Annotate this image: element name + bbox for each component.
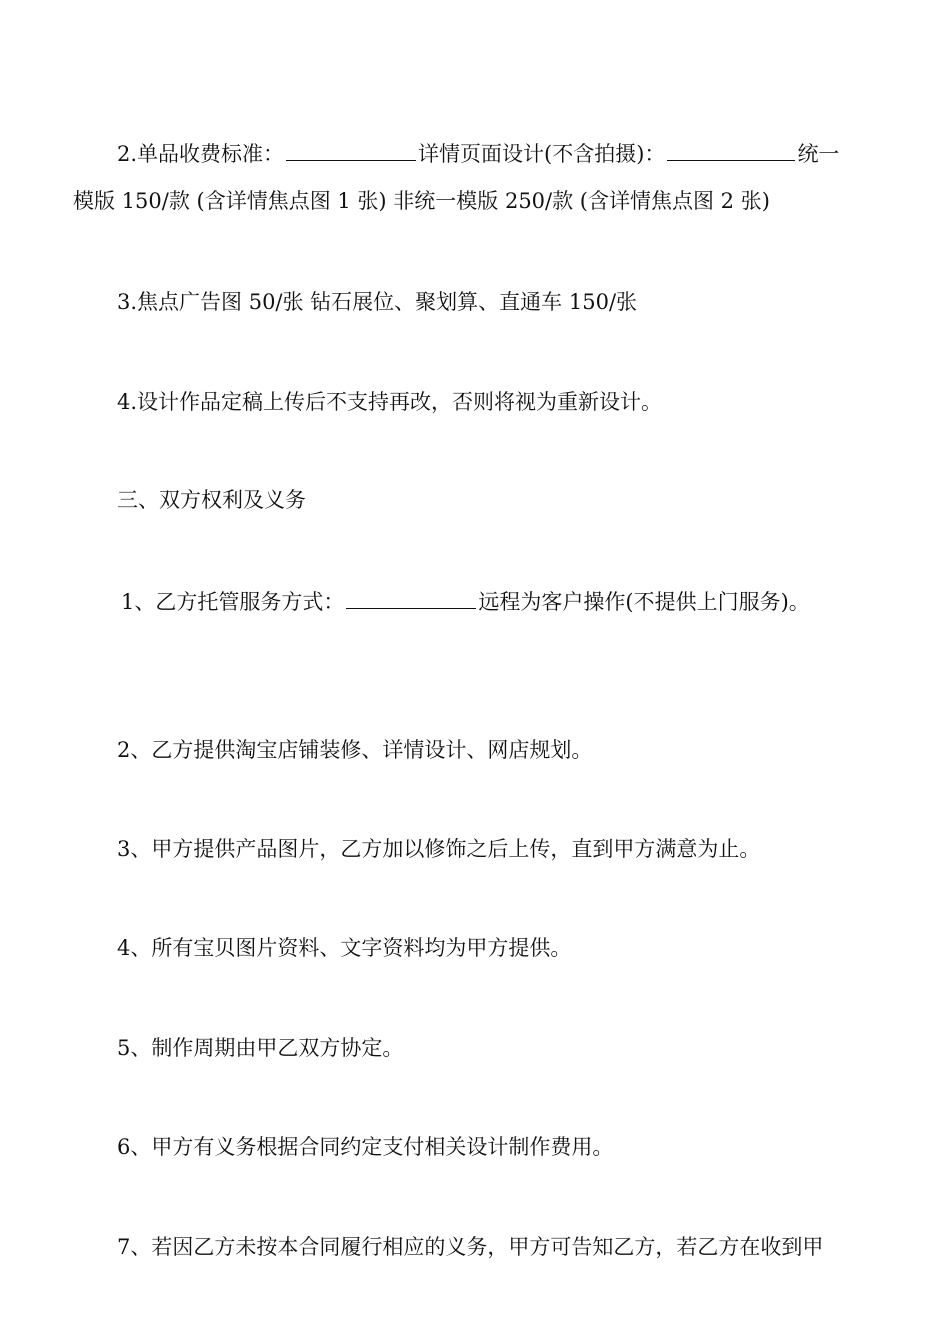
section-heading-rights-obligations: 三、双方权利及义务 [117,488,306,512]
service-method-label: 1、乙方托管服务方式： [121,590,345,614]
clause-6: 6、甲方有义务根据合同约定支付相关设计制作费用。 [117,1135,614,1159]
clause-2: 2、乙方提供淘宝店铺装修、详情设计、网店规划。 [117,738,593,762]
unified-label: 统一 [797,142,840,166]
service-method-paragraph [121,586,810,617]
detail-page-design-blank[interactable] [667,138,795,161]
fee-standard-blank[interactable] [286,138,416,161]
clause-5: 5、制作周期由甲乙双方协定。 [117,1036,404,1060]
focus-ad-paragraph: 3.焦点广告图 50/张 钻石展位、聚划算、直通车 150/张 [117,290,638,314]
no-revision-paragraph: 4.设计作品定稿上传后不支持再改，否则将视为重新设计。 [117,390,663,414]
clause-7: 7、若因乙方未按本合同履行相应的义务，甲方可告知乙方，若乙方在收到甲 [117,1235,824,1259]
fee-standard-line-1 [117,138,839,169]
fee-standard-line-2: 模版 150/款 (含详情焦点图 1 张) 非统一模版 250/款 (含详情焦点图 2 张) [73,189,770,213]
detail-page-design-label: 详情页面设计(不含拍摄)： [418,142,666,166]
clause-3: 3、甲方提供产品图片，乙方加以修饰之后上传，直到甲方满意为止。 [117,837,761,861]
service-method-blank[interactable] [346,586,476,609]
service-method-text: 远程为客户操作(不提供上门服务)。 [478,590,810,614]
clause-4: 4、所有宝贝图片资料、文字资料均为甲方提供。 [117,936,572,960]
fee-standard-label: 2.单品收费标准： [117,142,285,166]
